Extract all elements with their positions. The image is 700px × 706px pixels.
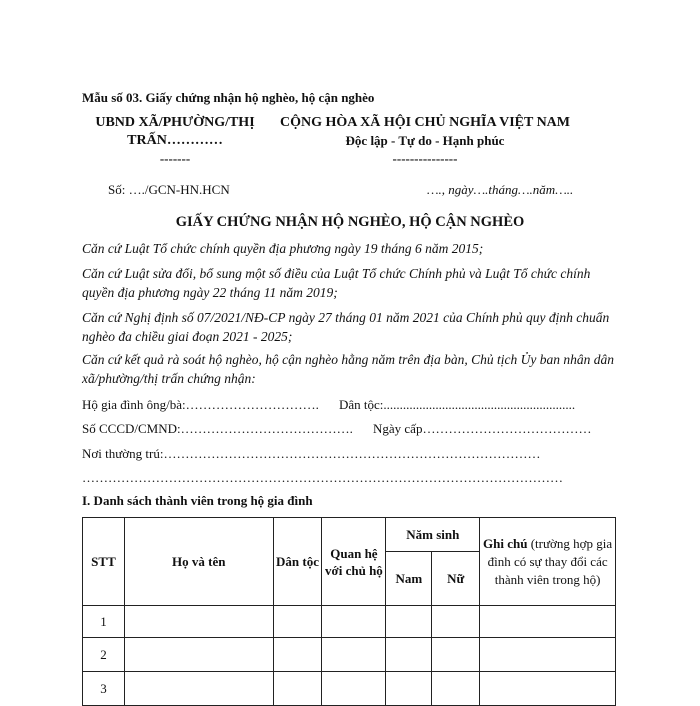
row-female-cell — [432, 672, 480, 706]
row-stt: 3 — [83, 672, 125, 706]
row-male-cell — [386, 638, 432, 672]
row-note-cell — [480, 638, 616, 672]
header-female: Nữ — [432, 552, 480, 606]
issue-date-field: Ngày cấp………………………………… — [373, 421, 592, 436]
header-relation: Quan hệ với chủ hộ — [322, 518, 386, 606]
row-relation-cell — [322, 606, 386, 638]
document-title: GIẤY CHỨNG NHẬN HỘ NGHÈO, HỘ CẬN NGHÈO — [175, 214, 525, 230]
household-field: Hộ gia đình ông/bà:…………………………. — [82, 397, 319, 412]
legal-basis-3: Căn cứ Nghị định số 07/2021/NĐ-CP ngày 27 tháng 01 năm 2021 của Chính phủ quy định chuẩn nghèo đa chiều giai đoạn 2021 - 2025; — [82, 310, 610, 344]
legal-basis-2: Căn cứ Luật sửa đổi, bổ sung một số điều của Luật Tổ chức Chính phủ và Luật Tổ chức chính quyền địa phương ngày 22 tháng 11 năm 2019; — [82, 266, 591, 300]
issue-date-line: …., ngày….tháng….năm….. — [427, 182, 574, 197]
row-relation-cell — [322, 672, 386, 706]
legal-basis-1: Căn cứ Luật Tổ chức chính quyền địa phương ngày 19 tháng 6 năm 2015; — [82, 241, 484, 256]
form-label: Mẫu số 03. Giấy chứng nhận hộ nghèo, hộ cận nghèo — [82, 90, 375, 105]
header-male: Nam — [386, 552, 432, 606]
residence-field-continued: ………………………………………………………………………………………………… — [82, 470, 563, 485]
table-header-row — [83, 518, 616, 552]
issuer-line-1: UBND XÃ/PHƯỜNG/THỊ — [95, 115, 255, 130]
residence-field: Nơi thường trú:…………………………………………………………………………… — [82, 446, 541, 461]
issuer-line-2: TRẤN………… — [127, 133, 223, 148]
row-ethnicity-cell — [273, 672, 322, 706]
row-relation-cell — [322, 638, 386, 672]
header-note-detail: (trường hợp gia đình có sự thay đổi các thành viên trong hộ) — [487, 535, 613, 587]
header-note — [480, 518, 616, 606]
document-number: Số: …./GCN-HN.HCN — [108, 182, 230, 197]
row-note-cell — [480, 606, 616, 638]
header-stt: STT — [83, 518, 125, 606]
header-note-label: Ghi chú — [483, 535, 528, 551]
row-name-cell — [124, 606, 273, 638]
issuer-divider: ------- — [159, 151, 191, 166]
row-stt: 1 — [83, 606, 125, 638]
table-row — [83, 672, 616, 706]
row-note-cell — [480, 672, 616, 706]
row-male-cell — [386, 606, 432, 638]
national-motto: Độc lập - Tự do - Hạnh phúc — [345, 133, 505, 148]
row-female-cell — [432, 638, 480, 672]
header-ethnicity: Dân tộc — [273, 518, 322, 606]
row-stt: 2 — [83, 638, 125, 672]
row-ethnicity-cell — [273, 606, 322, 638]
legal-basis-4: Căn cứ kết quả rà soát hộ nghèo, hộ cận nghèo hằng năm trên địa bàn, Chủ tịch Ủy ban nhân dân xã/phường/thị trấn chứng nhận: — [82, 352, 614, 386]
members-table — [82, 517, 616, 706]
header-name: Họ và tên — [124, 518, 273, 606]
table-row — [83, 638, 616, 672]
ethnicity-field: Dân tộc:........................................................... — [339, 397, 576, 412]
row-female-cell — [432, 606, 480, 638]
row-male-cell — [386, 672, 432, 706]
table-row — [83, 606, 616, 638]
national-title: CỘNG HÒA XÃ HỘI CHỦ NGHĨA VIỆT NAM — [279, 115, 570, 130]
national-divider: --------------- — [392, 151, 458, 166]
row-name-cell — [124, 638, 273, 672]
section-title-members: I. Danh sách thành viên trong hộ gia đình — [82, 493, 313, 508]
row-name-cell — [124, 672, 273, 706]
row-ethnicity-cell — [273, 638, 322, 672]
header-birth-year: Năm sinh — [386, 518, 480, 552]
id-number-field: Số CCCD/CMND:…………………………………. — [82, 421, 353, 436]
